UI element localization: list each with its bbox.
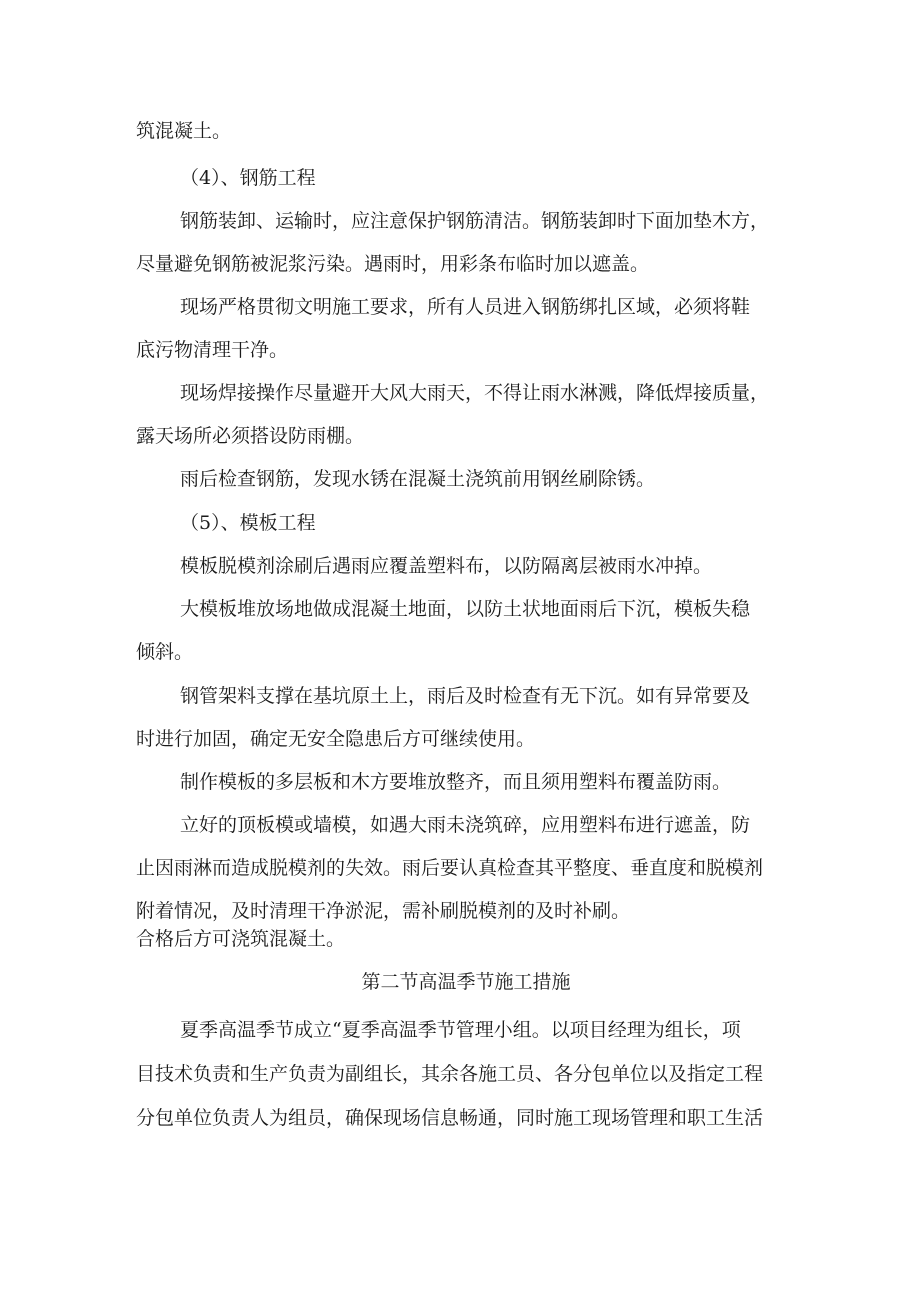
paragraph-line: 目技术负责和生产负责为副组长，其余各施工员、各分包单位以及指定工程 [136, 1063, 764, 1085]
paragraph-line: 时进行加固，确定无安全隐患后方可继续使用。 [136, 728, 536, 750]
paragraph-line: 分包单位负责人为组员，确保现场信息畅通，同时施工现场管理和职工生活 [136, 1107, 764, 1129]
section-title: 第二节高温季节施工措施 [361, 971, 571, 993]
paragraph-line: 大模板堆放场地做成混凝土地面，以防土状地面雨后下沉，模板失稳 [180, 598, 751, 620]
paragraph-line: 夏季高温季节成立“夏季高温季节管理小组。以项目经理为组长，项 [180, 1019, 741, 1041]
paragraph-line: 制作模板的多层板和木方要堆放整齐，而且须用塑料布覆盖防雨。 [180, 771, 732, 793]
paragraph-line: 露天场所必须搭设防雨棚。 [136, 425, 365, 447]
paragraph-line: 模板脱模剂涂刷后遇雨应覆盖塑料布，以防隔离层被雨水冲掉。 [180, 555, 713, 577]
paragraph-line: 止因雨淋而造成脱模剂的失效。雨后要认真检查其平整度、垂直度和脱模剂 [136, 857, 764, 879]
section-heading-formwork: （5）、模板工程 [180, 512, 316, 534]
section-heading-rebar: （4）、钢筋工程 [180, 167, 316, 189]
paragraph-line: 倾斜。 [136, 641, 194, 663]
paragraph-line: 合格后方可浇筑混凝土。 [136, 928, 346, 950]
paragraph-line: 钢筋装卸、运输时，应注意保护钢筋清洁。钢筋装卸时下面加垫木方， [180, 210, 770, 232]
paragraph-line: 底污物清理干净。 [136, 339, 289, 361]
paragraph-line: 雨后检查钢筋，发现水锈在混凝土浇筑前用钢丝刷除锈。 [180, 468, 656, 490]
paragraph-line: 筑混凝土。 [136, 120, 232, 142]
paragraph-line: 钢管架料支撑在基坑原土上，雨后及时检查有无下沉。如有异常要及 [180, 685, 751, 707]
paragraph-line: 立好的顶板模或墙模，如遇大雨未浇筑碎，应用塑料布进行遮盖，防 [180, 814, 751, 836]
paragraph-line: 附着情况，及时清理干净淤泥，需补刷脱模剂的及时补刷。 [136, 900, 631, 922]
paragraph-line: 尽量避免钢筋被泥浆污染。遇雨时，用彩条布临时加以遮盖。 [136, 253, 650, 275]
paragraph-line: 现场严格贯彻文明施工要求，所有人员进入钢筋绑扎区域，必须将鞋 [180, 296, 751, 318]
paragraph-line: 现场焊接操作尽量避开大风大雨天，不得让雨水淋溅，降低焊接质量， [180, 382, 770, 404]
